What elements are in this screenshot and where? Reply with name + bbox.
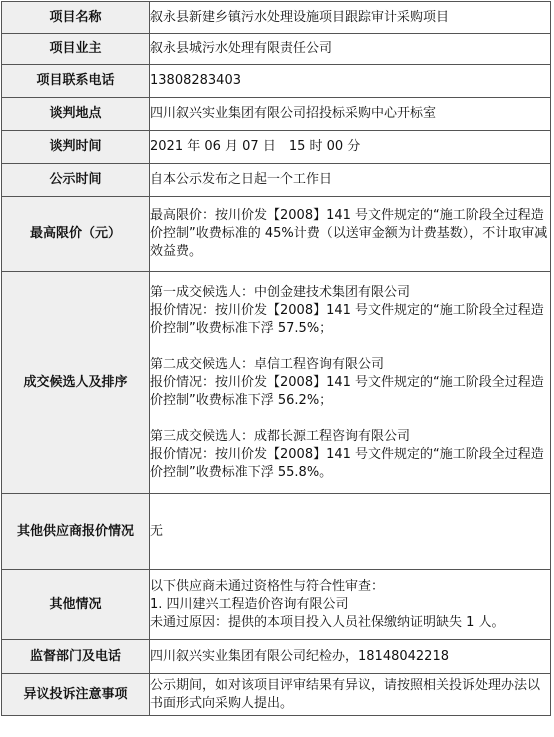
value-location: 四川叙兴实业集团有限公司招投标采购中心开标室 [150,98,551,131]
other-line-1: 以下供应商未通过资格性与符合性审查： [150,578,385,594]
label-other: 其他情况 [2,570,150,640]
value-other [150,570,551,640]
other-line-3: 未通过原因：提供的本项目投入人员社保缴纳证明缺失 1 人。 [150,614,505,630]
row-objection [2,674,551,716]
value-owner: 叙永县城污水处理有限责任公司 [150,34,551,65]
value-phone: 13808283403 [150,65,551,98]
row-max-price [2,197,551,272]
value-other-quotes: 无 [150,494,551,570]
label-supervisor: 监督部门及电话 [2,640,150,674]
value-objection: 公示期间，如对该项目评审结果有异议，请按照相关投诉处理办法以书面形式向采购人提出。 [150,674,551,716]
label-location: 谈判地点 [2,98,150,131]
label-time: 谈判时间 [2,131,150,164]
row-owner [2,34,551,65]
spacer [150,410,550,428]
row-phone [2,65,551,98]
spacer [150,338,550,356]
row-time [2,131,551,164]
row-notice-period [2,164,551,197]
value-time: 2021 年 06 月 07 日 15 时 00 分 [150,131,551,164]
row-supervisor [2,640,551,674]
row-candidates [2,272,551,494]
value-supervisor: 四川叙兴实业集团有限公司纪检办，18148042218 [150,640,551,674]
candidate-1-quote: 报价情况：按川价发【2008】141 号文件规定的“施工阶段全过程造价控制”收费标准下浮 57.5%； [150,302,544,336]
value-notice-period: 自本公示发布之日起一个工作日 [150,164,551,197]
row-other-quotes [2,494,551,570]
value-candidates [150,272,551,494]
label-project-name: 项目名称 [2,2,150,34]
candidate-3-name: 第三成交候选人：成都长源工程咨询有限公司 [150,428,411,444]
row-other [2,570,551,640]
label-other-quotes: 其他供应商报价情况 [2,494,150,570]
row-location [2,98,551,131]
label-candidates: 成交候选人及排序 [2,272,150,494]
value-project-name: 叙永县新建乡镇污水处理设施项目跟踪审计采购项目 [150,2,551,34]
label-max-price: 最高限价（元） [2,197,150,272]
row-project-name [2,2,551,34]
label-owner: 项目业主 [2,34,150,65]
label-objection: 异议投诉注意事项 [2,674,150,716]
label-notice-period: 公示时间 [2,164,150,197]
value-max-price: 最高限价：按川价发【2008】141 号文件规定的“施工阶段全过程造价控制”收费标准的 45%计费（以送审金额为计费基数），不计取审减效益费。 [150,197,551,272]
candidate-2-quote: 报价情况：按川价发【2008】141 号文件规定的“施工阶段全过程造价控制”收费标准下浮 56.2%； [150,374,544,408]
notice-table [1,1,551,716]
candidate-2-name: 第二成交候选人：卓信工程咨询有限公司 [150,356,385,372]
candidate-1-name: 第一成交候选人：中创金建技术集团有限公司 [150,284,411,300]
label-phone: 项目联系电话 [2,65,150,98]
other-line-2: 1. 四川建兴工程造价咨询有限公司 [150,596,349,612]
candidate-3-quote: 报价情况：按川价发【2008】141 号文件规定的“施工阶段全过程造价控制”收费标准下浮 55.8%。 [150,446,544,480]
